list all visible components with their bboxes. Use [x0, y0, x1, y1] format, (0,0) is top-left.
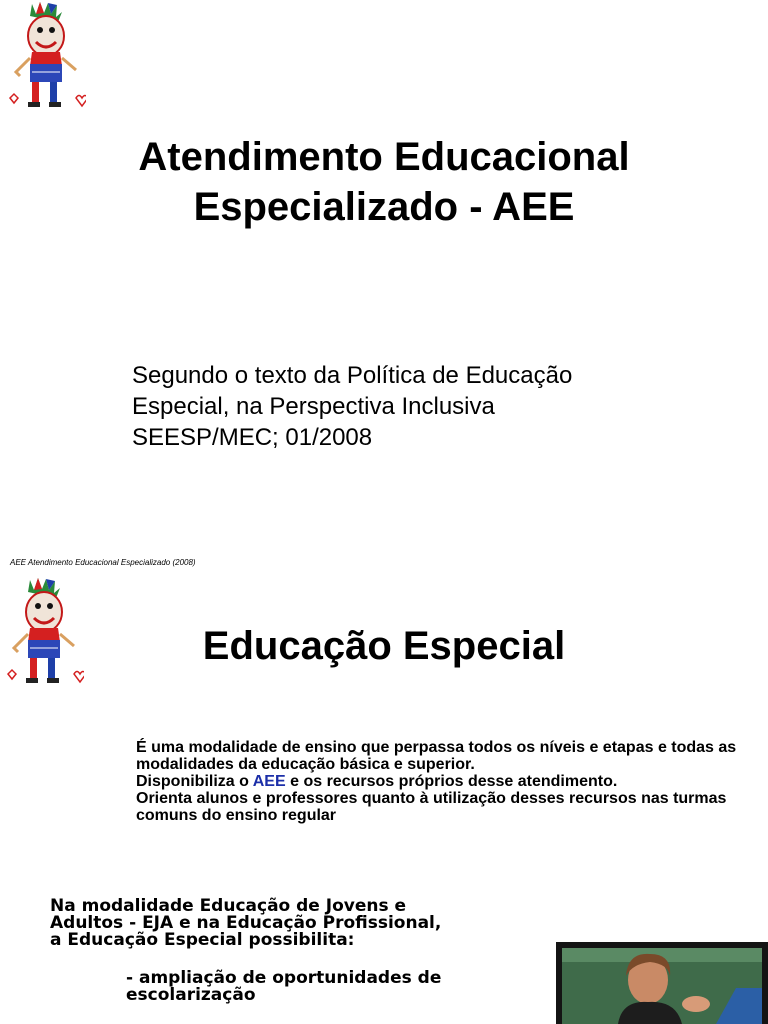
- body-paragraph-3: Orienta alunos e professores quanto à utilização desses recursos nas turmas comuns do ensino regular: [136, 790, 727, 824]
- bullet-line-1: - ampliação de oportunidades de: [126, 968, 442, 988]
- slide-2: [0, 576, 768, 1024]
- body-paragraph-2: [136, 773, 766, 790]
- aee-highlight: AEE: [252, 773, 286, 790]
- photo-icon: [556, 942, 768, 1024]
- eja-line-3: a Educação Especial possibilita:: [50, 930, 355, 950]
- slide-title: [0, 622, 768, 670]
- para2-before: Disponibiliza o: [136, 773, 253, 790]
- eja-line-2: Adultos - EJA e na Educação Profissional,: [50, 913, 442, 933]
- slide-footer: AEE Atendimento Educacional Especializado (2008): [10, 558, 196, 567]
- eja-bullet: [126, 970, 526, 1004]
- slide-subtitle: [132, 360, 732, 453]
- eja-line-1: Na modalidade Educação de Jovens e: [50, 896, 407, 916]
- subtitle-line-1: Segundo o texto da Política de Educação: [132, 362, 573, 389]
- para2-after: e os recursos próprios desse atendimento.: [285, 773, 618, 790]
- body-paragraph-1: É uma modalidade de ensino que perpassa todos os níveis e etapas e todas as modalidades da educação básica e superior.: [136, 739, 737, 773]
- subtitle-line-2: Especial, na Perspectiva Inclusiva: [132, 393, 495, 420]
- slide-title-line-1: Atendimento Educacional: [138, 135, 630, 179]
- slide-title-line-2: Especializado - AEE: [193, 185, 575, 229]
- bullet-line-2: escolarização: [126, 985, 256, 1005]
- subtitle-line-3: SEESP/MEC; 01/2008: [132, 424, 373, 451]
- slide-title-text: Educação Especial: [202, 624, 566, 668]
- slide-body: [136, 739, 766, 824]
- eja-text: [50, 898, 520, 949]
- child-drawing-icon: [2, 2, 86, 114]
- slide-title: [0, 132, 768, 232]
- classroom-photo: [556, 942, 768, 1024]
